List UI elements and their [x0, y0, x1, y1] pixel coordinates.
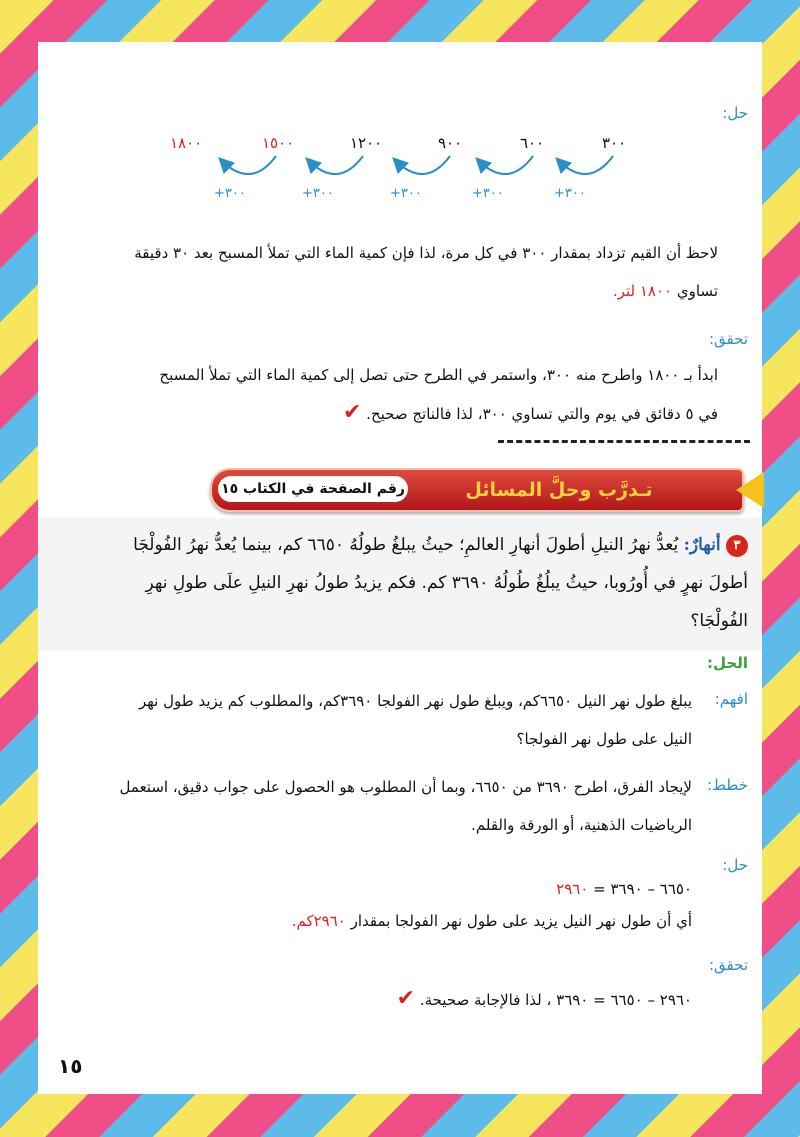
checkmark-icon: ✔ — [396, 986, 416, 1011]
note-line-2-text: تساوي — [672, 282, 718, 300]
sequence-value-2: ٦٠٠ — [520, 134, 545, 152]
plan-paragraph — [72, 768, 692, 844]
equation — [556, 880, 692, 898]
checkmark-icon: ✔ — [342, 400, 362, 425]
increment-label-4: +٣٠٠ — [302, 186, 334, 201]
answer-text: أي أن طول نهر النيل يزيد على طول نهر الفولجا بمقدار — [345, 912, 692, 930]
arrow-5 — [221, 156, 276, 174]
question-number-badge: ٣ — [726, 535, 748, 557]
problem-line-1 — [58, 526, 748, 564]
increment-label-1: +٣٠٠ — [554, 186, 586, 201]
note-line-2 — [78, 272, 718, 310]
increment-label-5: +٣٠٠ — [214, 186, 246, 201]
page-number: ١٥ — [58, 1054, 83, 1078]
plan-label: خطط: — [707, 776, 748, 794]
banner-title: تـدرَّب وحلَّ المسائل — [465, 479, 653, 501]
arrow-1 — [558, 156, 613, 174]
check-line-2-text: في ٥ دقائق في يوم والتي تساوي ٣٠٠، لذا فالناتج صحيح. — [366, 405, 718, 423]
arrow-2 — [478, 156, 533, 174]
sequence-value-5: ١٥٠٠ — [262, 134, 295, 152]
equation-left: ٦٦٥٠ – ٣٦٩٠ = — [588, 880, 692, 898]
solution-check-label: تحقق: — [708, 956, 748, 974]
check-line-2 — [78, 394, 718, 433]
solution-title: الحل: — [707, 654, 748, 672]
problem-line-3: الفُولْجَا؟ — [690, 611, 748, 631]
sequence-value-4: ١٢٠٠ — [350, 134, 383, 152]
worksheet-page — [38, 42, 762, 1094]
section-divider — [498, 440, 750, 443]
understand-line-1: يبلغ طول نهر النيل ٦٦٥٠كم، ويبلغ طول نهر الفولجا ٣٦٩٠كم، والمطلوب كم يزيد طول نهر — [138, 692, 692, 710]
problem-line-2: أطولَ نهرٍ في أُورُوبا، حيثُ يبلُغُ طُولُهُ ٣٦٩٠ كم. فكم يزيدُ طولُ نهرِ النيلِ علَى طولِ نهرِ — [145, 573, 748, 593]
understand-label: افهم: — [714, 690, 748, 708]
sequence-value-1: ٣٠٠ — [602, 134, 627, 152]
check-paragraph — [78, 356, 718, 433]
solution-solve-label: حل: — [722, 856, 748, 874]
solve-label: حل: — [722, 104, 748, 122]
arrow-4 — [308, 156, 363, 174]
increment-labels — [198, 186, 618, 206]
increment-label-2: +٣٠٠ — [472, 186, 504, 201]
understand-paragraph — [72, 682, 692, 758]
problem-topic: أنهارٌ: — [683, 535, 721, 555]
problem-line-1-text: يُعدُّ نهرُ النيلِ أطولَ أنهارِ العالمِ؛ حيثُ يبلغُ طولُهُ ٦٦٥٠ كم، بينما يُعدُّ نهرُ الفُولْجَا — [133, 535, 679, 555]
arrow-3 — [395, 156, 450, 174]
equation-result: ٢٩٦٠ — [556, 880, 589, 898]
answer-sentence — [292, 912, 692, 930]
plan-line-2: الرياضيات الذهنية، أو الورقة والقلم. — [471, 816, 692, 834]
banner-arrow-icon — [736, 472, 764, 508]
sequence-value-3: ٩٠٠ — [438, 134, 463, 152]
understand-line-2: النيل على طول نهر الفولجا؟ — [516, 730, 692, 748]
problem-statement — [58, 526, 748, 640]
book-page-reference: رقم الصفحة في الكتاب ١٥ — [218, 476, 408, 502]
sequence-value-6: ١٨٠٠ — [170, 134, 203, 152]
answer-value: ٢٩٦٠كم. — [291, 912, 346, 930]
solution-check — [397, 986, 692, 1011]
check-label: تحقق: — [708, 330, 748, 348]
check-line-1: ابدأ بـ ١٨٠٠ واطرح منه ٣٠٠، واستمر في الطرح حتى تصل إلى كمية الماء التي تملأ المسبح — [159, 366, 718, 384]
increment-label-3: +٣٠٠ — [390, 186, 422, 201]
solution-check-text: ٢٩٦٠ – ٦٦٥٠ = ٣٦٩٠ ، لذا فالإجابة صحيحة. — [419, 991, 692, 1009]
plan-line-1: لإيجاد الفرق، اطرح ٣٦٩٠ من ٦٦٥٠، وبما أن المطلوب هو الحصول على جواب دقيق، استعمل — [119, 778, 692, 796]
note-paragraph — [78, 234, 718, 310]
practice-banner — [210, 468, 744, 512]
note-line-1: لاحظ أن القيم تزداد بمقدار ٣٠٠ في كل مرة، لذا فإن كمية الماء التي تملأ المسبح بعد ٣٠ دقيقة — [134, 244, 718, 262]
note-answer: ١٨٠٠ لتر. — [612, 282, 673, 300]
